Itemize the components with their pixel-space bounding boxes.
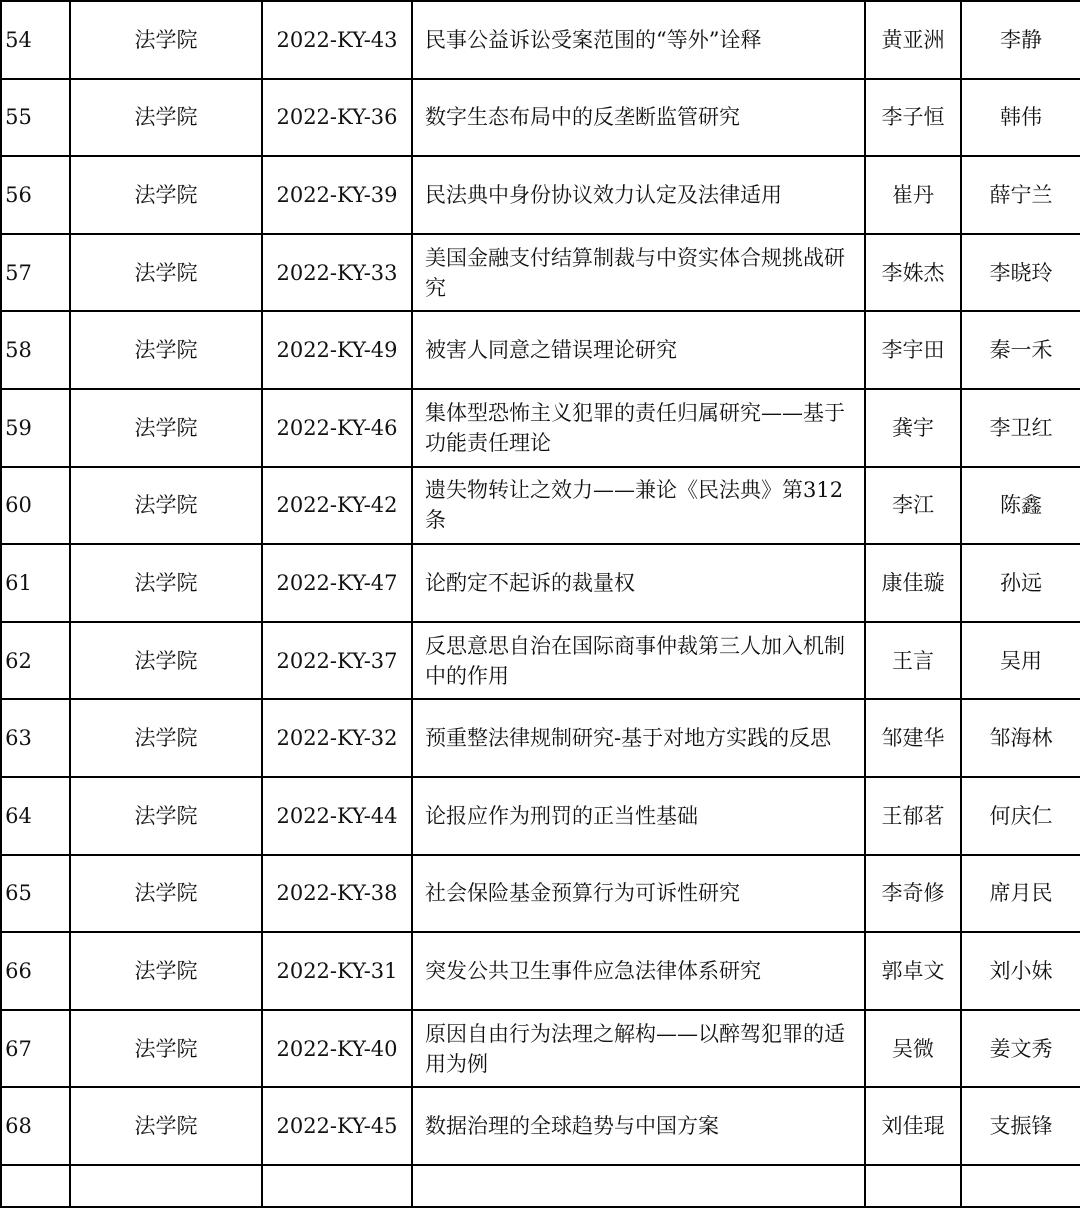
advisor-cell: 薛宁兰 [961,156,1080,234]
row-number: 63 [1,699,70,777]
project-code-cell: 2022-KY-38 [262,855,412,933]
project-title-cell: 原因自由行为法理之解构——以醉驾犯罪的适用为例 [412,1010,865,1088]
project-code-cell: 2022-KY-44 [262,777,412,855]
row-number: 66 [1,932,70,1010]
table-row [1,855,1080,933]
table-row [1,1010,1080,1088]
leader-cell: 李宇田 [865,311,961,389]
table-row [1,699,1080,777]
project-title-cell: 被害人同意之错误理论研究 [412,311,865,389]
project-code-cell: 2022-KY-31 [262,932,412,1010]
advisor-cell: 李晓玲 [961,234,1080,312]
empty-cell [262,1165,412,1207]
leader-cell: 李奇修 [865,855,961,933]
advisor-cell: 何庆仁 [961,777,1080,855]
college-cell: 法学院 [70,467,262,545]
project-code-cell: 2022-KY-45 [262,1087,412,1165]
project-code-cell: 2022-KY-39 [262,156,412,234]
row-number: 54 [1,1,70,79]
leader-cell: 刘佳琨 [865,1087,961,1165]
leader-cell: 康佳璇 [865,544,961,622]
empty-cell [865,1165,961,1207]
project-title-cell: 论酌定不起诉的裁量权 [412,544,865,622]
table-row [1,467,1080,545]
row-number: 64 [1,777,70,855]
college-cell: 法学院 [70,699,262,777]
table-row [1,1,1080,79]
empty-cell [70,1165,262,1207]
row-number: 59 [1,389,70,467]
table-row [1,234,1080,312]
college-cell: 法学院 [70,1010,262,1088]
leader-cell: 崔丹 [865,156,961,234]
leader-cell: 李子恒 [865,79,961,157]
advisor-cell: 席月民 [961,855,1080,933]
row-number: 62 [1,622,70,700]
college-cell: 法学院 [70,855,262,933]
row-number: 65 [1,855,70,933]
empty-cell [961,1165,1080,1207]
row-number: 58 [1,311,70,389]
project-title-cell: 数字生态布局中的反垄断监管研究 [412,79,865,157]
advisor-cell: 邹海林 [961,699,1080,777]
advisor-cell: 韩伟 [961,79,1080,157]
table-row [1,622,1080,700]
project-code-cell: 2022-KY-33 [262,234,412,312]
table-row [1,79,1080,157]
project-title-cell: 集体型恐怖主义犯罪的责任归属研究——基于功能责任理论 [412,389,865,467]
project-list-body [1,1,1080,1207]
project-code-cell: 2022-KY-46 [262,389,412,467]
college-cell: 法学院 [70,156,262,234]
college-cell: 法学院 [70,79,262,157]
project-code-cell: 2022-KY-47 [262,544,412,622]
project-title-cell: 社会保险基金预算行为可诉性研究 [412,855,865,933]
advisor-cell: 秦一禾 [961,311,1080,389]
leader-cell: 李江 [865,467,961,545]
table-row-partial [1,1165,1080,1207]
project-title-cell: 民事公益诉讼受案范围的“等外”诠释 [412,1,865,79]
leader-cell: 王言 [865,622,961,700]
leader-cell: 邹建华 [865,699,961,777]
college-cell: 法学院 [70,622,262,700]
leader-cell: 王郁茗 [865,777,961,855]
advisor-cell: 李卫红 [961,389,1080,467]
project-code-cell: 2022-KY-49 [262,311,412,389]
row-number: 56 [1,156,70,234]
table-row [1,932,1080,1010]
college-cell: 法学院 [70,1,262,79]
project-title-cell: 民法典中身份协议效力认定及法律适用 [412,156,865,234]
advisor-cell: 刘小妹 [961,932,1080,1010]
leader-cell: 龚宇 [865,389,961,467]
project-title-cell: 遗失物转让之效力——兼论《民法典》第312条 [412,467,865,545]
row-number: 55 [1,79,70,157]
advisor-cell: 吴用 [961,622,1080,700]
college-cell: 法学院 [70,1087,262,1165]
table-row [1,389,1080,467]
project-title-cell: 预重整法律规制研究-基于对地方实践的反思 [412,699,865,777]
empty-cell [412,1165,865,1207]
project-title-cell: 反思意思自治在国际商事仲裁第三人加入机制中的作用 [412,622,865,700]
advisor-cell: 姜文秀 [961,1010,1080,1088]
row-number: 57 [1,234,70,312]
college-cell: 法学院 [70,777,262,855]
empty-cell [1,1165,70,1207]
project-title-cell: 美国金融支付结算制裁与中资实体合规挑战研究 [412,234,865,312]
project-code-cell: 2022-KY-40 [262,1010,412,1088]
leader-cell: 郭卓文 [865,932,961,1010]
project-code-cell: 2022-KY-36 [262,79,412,157]
table-row [1,156,1080,234]
advisor-cell: 支振锋 [961,1087,1080,1165]
advisor-cell: 李静 [961,1,1080,79]
project-code-cell: 2022-KY-37 [262,622,412,700]
college-cell: 法学院 [70,544,262,622]
project-code-cell: 2022-KY-42 [262,467,412,545]
project-title-cell: 突发公共卫生事件应急法律体系研究 [412,932,865,1010]
row-number: 61 [1,544,70,622]
table-row [1,544,1080,622]
row-number: 68 [1,1087,70,1165]
advisor-cell: 孙远 [961,544,1080,622]
college-cell: 法学院 [70,234,262,312]
project-code-cell: 2022-KY-43 [262,1,412,79]
leader-cell: 李姝杰 [865,234,961,312]
college-cell: 法学院 [70,389,262,467]
row-number: 67 [1,1010,70,1088]
table-row [1,311,1080,389]
project-title-cell: 数据治理的全球趋势与中国方案 [412,1087,865,1165]
leader-cell: 黄亚洲 [865,1,961,79]
row-number: 60 [1,467,70,545]
project-code-cell: 2022-KY-32 [262,699,412,777]
leader-cell: 吴微 [865,1010,961,1088]
college-cell: 法学院 [70,932,262,1010]
project-title-cell: 论报应作为刑罚的正当性基础 [412,777,865,855]
advisor-cell: 陈鑫 [961,467,1080,545]
table-row [1,777,1080,855]
college-cell: 法学院 [70,311,262,389]
table-row [1,1087,1080,1165]
